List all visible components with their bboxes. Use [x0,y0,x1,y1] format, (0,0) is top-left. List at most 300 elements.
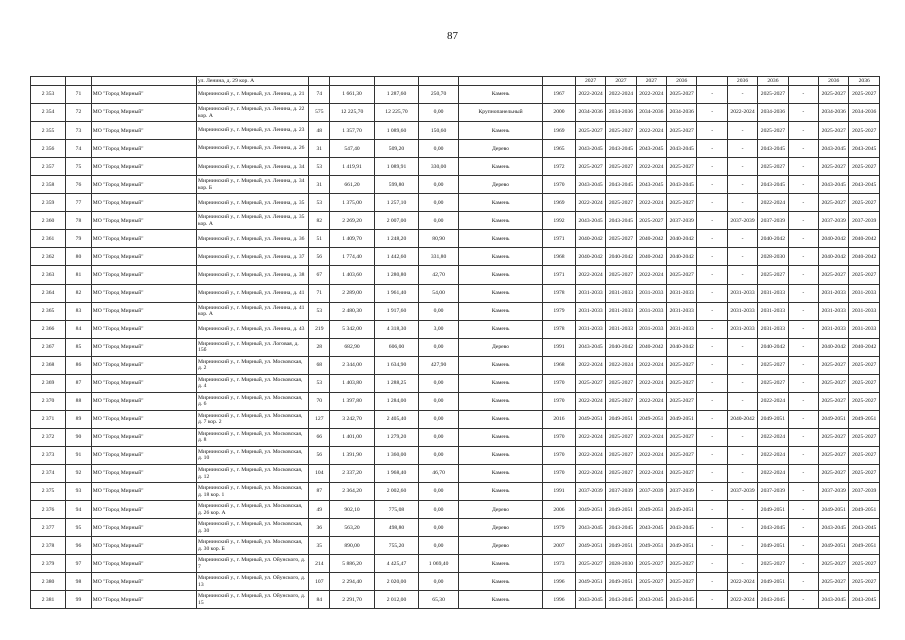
local-number-cell: 90 [66,428,92,446]
repair-period-cell: - [788,140,818,158]
repair-period-cell: - [788,519,818,537]
address-cell: Мирнинский у., г. Мирный, ул. Ленина, д. 23 [197,122,309,140]
address-cell: Мирнинский у., г. Мирный, ул. Московская, д. 7 кор. 2 [197,410,309,428]
address-cell: Мирнинский у., г. Мирный, ул. Московская, д. 30 кор. Б [197,537,309,555]
repair-period-cell: 2025-2027 [758,158,788,176]
repair-period-cell: - [727,446,757,464]
repair-period-cell: - [697,194,727,212]
repair-period-cell: 2025-2027 [819,555,849,573]
repair-period-cell: 2049-2051 [758,573,788,591]
repair-period-cell: 2040-2042 [636,248,666,266]
area-cell: 1 774,40 [330,248,374,266]
repair-period-cell: 2031-2033 [636,284,666,302]
repair-period-cell: 2022-2024 [636,266,666,284]
area-cell: 1 403,60 [330,266,374,284]
repair-period-cell: 2022-2024 [636,356,666,374]
address-cell: Мирнинский у., г. Мирный, ул. Московская, д. 30 [197,519,309,537]
repair-period-cell: 2025-2027 [667,555,697,573]
area-cell: 5 342,00 [330,320,374,338]
living-area-cell: 498,80 [374,519,418,537]
repair-period-cell: - [697,266,727,284]
living-area-cell: 1 288,25 [374,374,418,392]
repair-period-cell: 2031-2033 [636,302,666,320]
material-cell: Дерево [458,519,542,537]
address-cell: Мирнинский у., г. Мирный, ул. Ленина, д. 22 кор. А [197,104,309,122]
repair-period-cell: 2031-2033 [727,320,757,338]
row-number-cell: 2 355 [31,122,66,140]
repair-period-cell: - [697,158,727,176]
repair-period-cell: 2043-2045 [667,591,697,609]
address-cell: Мирнинский у., г. Мирный, ул. Ленина, д. 41 кор. А [197,302,309,320]
repair-period-cell: 2034-2036 [819,104,849,122]
repair-period-cell: 2037-2039 [758,212,788,230]
municipality-cell: МО "Город Мирный" [91,519,196,537]
municipality-cell: МО "Город Мирный" [91,483,196,501]
repair-period-cell: 2025-2027 [758,374,788,392]
row-number-cell: 2 381 [31,591,66,609]
repair-period-cell: - [697,591,727,609]
repair-period-cell: 2028-2030 [606,555,636,573]
repair-period-cell: 2025-2027 [667,158,697,176]
area-cell: 2 294,40 [330,573,374,591]
repair-period-cell: 2025-2027 [819,356,849,374]
repair-period-cell: 2031-2033 [758,320,788,338]
repair-period-cell: 2049-2051 [575,573,605,591]
repair-period-cell: - [788,86,818,104]
repair-period-cell: 2025-2027 [819,446,849,464]
local-number-cell: 97 [66,555,92,573]
repair-period-cell: 2025-2027 [819,122,849,140]
repair-period-cell: 2025-2027 [606,374,636,392]
nonliving-area-cell: 0,00 [419,392,459,410]
living-area-cell: 4 425,47 [374,555,418,573]
address-cell: Мирнинский у., г. Мирный, ул. Московская, д. 2 [197,356,309,374]
material-cell: Камень [458,555,542,573]
area-cell: 1 661,30 [330,86,374,104]
flats-cell: 31 [309,176,330,194]
table-row [31,122,880,140]
row-number-cell: 2 369 [31,374,66,392]
nonliving-area-cell: 0,00 [419,519,459,537]
nonliving-area-cell: 0,00 [419,501,459,519]
local-number-cell: 86 [66,356,92,374]
row-number-cell: 2 357 [31,158,66,176]
repair-period-cell: 2043-2045 [636,519,666,537]
repair-period-cell: 2034-2036 [849,104,880,122]
repair-period-cell: 2031-2033 [849,320,880,338]
repair-period-cell: 2049-2051 [575,501,605,519]
living-area-cell: 1 280,80 [374,266,418,284]
repair-period-cell: 2025-2027 [667,573,697,591]
repair-period-cell: 2031-2033 [606,284,636,302]
municipality-cell: МО "Город Мирный" [91,446,196,464]
row-number-cell: 2 372 [31,428,66,446]
living-area-cell: 4 318,30 [374,320,418,338]
nonliving-area-cell: 0,00 [419,302,459,320]
address-cell: Мирнинский у., г. Мирный, ул. Ленина, д. 37 [197,248,309,266]
address-cell: Мирнинский у., г. Мирный, ул. Ленина, д. 21 [197,86,309,104]
repair-period-cell: - [697,320,727,338]
address-cell: Мирнинский у., г. Мирный, ул. Ойунского, д. 7 [197,555,309,573]
repair-period-cell: 2031-2033 [667,302,697,320]
nonliving-area-cell: 54,00 [419,284,459,302]
repair-period-cell: - [788,176,818,194]
material-cell: Крупнопанельный [458,104,542,122]
nonliving-area-cell: 0,00 [419,410,459,428]
repair-period-cell: 2025-2027 [758,555,788,573]
repair-period-cell: 2022-2024 [575,446,605,464]
living-area-cell: 1 248,20 [374,230,418,248]
repair-period-cell: 2025-2027 [667,446,697,464]
repair-period-cell: 2031-2033 [727,284,757,302]
municipality-cell: МО "Город Мирный" [91,248,196,266]
living-area-cell: 755,20 [374,537,418,555]
row-number-cell: 2 379 [31,555,66,573]
repair-period-cell: 2031-2033 [667,320,697,338]
repair-period-cell: 2025-2027 [758,122,788,140]
housing-table [30,76,880,609]
address-cell: Мирнинский у., г. Мирный, ул. Ленина, д. 43 [197,320,309,338]
local-number-cell: 73 [66,122,92,140]
material-cell: Камень [458,320,542,338]
repair-period-cell: - [697,338,727,356]
table-row [31,537,880,555]
address-cell: Мирнинский у., г. Мирный, ул. Московская, д. 8 [197,428,309,446]
repair-period-cell: 2043-2045 [819,140,849,158]
flats-cell: 107 [309,573,330,591]
flats-cell: 74 [309,86,330,104]
repair-period-cell: - [788,230,818,248]
repair-period-cell: 2031-2033 [758,302,788,320]
nonliving-area-cell: 150,60 [419,122,459,140]
repair-period-cell: 2043-2045 [606,140,636,158]
year-cell: 2000 [543,104,576,122]
table-row [31,573,880,591]
area-cell: 1 357,70 [330,122,374,140]
year-cell: 1970 [543,374,576,392]
repair-period-cell: 2043-2045 [606,176,636,194]
repair-period-cell: 2025-2027 [667,122,697,140]
address-cell: Мирнинский у., г. Мирный, ул. Московская, д. 26 кор. А [197,501,309,519]
flats-cell: 214 [309,555,330,573]
repair-period-cell: 2031-2033 [575,320,605,338]
municipality-cell: МО "Город Мирный" [91,212,196,230]
flats-cell: 575 [309,104,330,122]
year-cell: 1978 [543,284,576,302]
repair-period-cell: - [727,194,757,212]
address-cell: Мирнинский у., г. Мирный, ул. Ленина, д. 34 [197,158,309,176]
repair-period-cell: 2049-2051 [636,537,666,555]
repair-period-cell: - [697,428,727,446]
repair-period-cell: 2025-2027 [849,356,880,374]
area-cell: 1 403,80 [330,374,374,392]
repair-period-cell: 2037-2039 [819,212,849,230]
living-area-cell: 1 961,40 [374,284,418,302]
repair-period-cell: 2043-2045 [575,212,605,230]
year-cell: 1970 [543,392,576,410]
repair-period-cell: 2049-2051 [849,501,880,519]
living-area-cell: 1 442,60 [374,248,418,266]
repair-period-cell: 2031-2033 [727,302,757,320]
repair-period-cell: 2037-2039 [727,212,757,230]
municipality-cell: МО "Город Мирный" [91,122,196,140]
repair-period-cell: 2025-2027 [606,464,636,482]
row-number-cell: 2 358 [31,176,66,194]
table-row [31,104,880,122]
repair-period-cell: - [727,248,757,266]
repair-period-cell: - [788,320,818,338]
nonliving-area-cell: 0,00 [419,537,459,555]
repair-period-cell: - [697,230,727,248]
material-cell: Дерево [458,176,542,194]
nonliving-area-cell: 1 069,40 [419,555,459,573]
repair-period-cell: 2034-2036 [606,104,636,122]
area-cell: 902,10 [330,501,374,519]
material-cell: Камень [458,410,542,428]
repair-period-cell: 2022-2024 [727,591,757,609]
repair-period-cell: - [697,356,727,374]
address-cell: Мирнинский у., г. Мирный, ул. Ойунского, д. 15 [197,591,309,609]
nonliving-area-cell: 0,00 [419,104,459,122]
municipality-cell: МО "Город Мирный" [91,158,196,176]
repair-period-cell: 2049-2051 [667,501,697,519]
year-cell: 1965 [543,140,576,158]
repair-period-cell: 2022-2024 [636,446,666,464]
year-cell: 2007 [543,537,576,555]
nonliving-area-cell: 0,00 [419,483,459,501]
material-cell: Дерево [458,140,542,158]
material-cell: Дерево [458,338,542,356]
repair-period-cell: 2049-2051 [758,501,788,519]
table-row [31,338,880,356]
repair-period-cell: - [727,374,757,392]
repair-period-cell: 2040-2042 [758,230,788,248]
area-cell: 682,90 [330,338,374,356]
living-area-cell: 1 287,60 [374,86,418,104]
repair-period-cell: 2043-2045 [575,140,605,158]
address-cell: Мирнинский у., г. Мирный, ул. Ленина, д. 35 [197,194,309,212]
nonliving-area-cell: 250,70 [419,86,459,104]
repair-period-cell: 2022-2024 [636,86,666,104]
municipality-cell: МО "Город Мирный" [91,428,196,446]
repair-period-cell: 2043-2045 [667,176,697,194]
table-row [31,356,880,374]
row-number-cell: 2 356 [31,140,66,158]
living-area-cell: 1 257,10 [374,194,418,212]
repair-period-cell: - [788,266,818,284]
repair-period-cell: 2037-2039 [667,483,697,501]
year-cell: 1969 [543,122,576,140]
local-number-cell: 82 [66,284,92,302]
repair-period-cell: 2025-2027 [575,374,605,392]
repair-period-cell: 2025-2027 [606,122,636,140]
living-area-cell: 775,08 [374,501,418,519]
repair-period-cell: - [727,122,757,140]
repair-period-cell: 2040-2042 [667,230,697,248]
local-number-cell: 72 [66,104,92,122]
material-cell: Дерево [458,501,542,519]
flats-cell: 53 [309,302,330,320]
row-number-cell: 2 374 [31,464,66,482]
repair-period-cell: 2022-2024 [606,86,636,104]
repair-period-cell: 2025-2027 [606,392,636,410]
local-number-cell: 81 [66,266,92,284]
year-cell: 1970 [543,176,576,194]
repair-period-cell: 2025-2027 [606,230,636,248]
table-row [31,212,880,230]
material-cell: Камень [458,356,542,374]
year-cell: 1991 [543,338,576,356]
area-cell: 661,20 [330,176,374,194]
area-cell: 547,40 [330,140,374,158]
repair-period-cell: 2031-2033 [758,284,788,302]
flats-cell: 68 [309,356,330,374]
repair-period-cell: 2022-2024 [636,464,666,482]
material-cell: Камень [458,248,542,266]
repair-period-cell: 2043-2045 [606,519,636,537]
repair-period-cell: 2025-2027 [667,392,697,410]
repair-period-cell: 2049-2051 [819,410,849,428]
flats-cell: 104 [309,464,330,482]
repair-period-cell: 2043-2045 [606,212,636,230]
table-row [31,428,880,446]
repair-period-cell: 2025-2027 [849,266,880,284]
repair-period-cell: - [788,248,818,266]
row-number-cell: 2 376 [31,501,66,519]
municipality-cell: МО "Город Мирный" [91,410,196,428]
repair-period-cell: - [697,374,727,392]
flats-cell: 67 [309,266,330,284]
nonliving-area-cell: 65,30 [419,591,459,609]
repair-period-cell: 2040-2042 [606,338,636,356]
repair-period-cell: 2031-2033 [636,320,666,338]
municipality-cell: МО "Город Мирный" [91,86,196,104]
repair-period-cell: - [697,104,727,122]
area-cell: 3 242,70 [330,410,374,428]
repair-period-cell: - [788,428,818,446]
repair-period-cell: 2037-2039 [758,483,788,501]
repair-period-cell: 2043-2045 [636,140,666,158]
flats-cell: 70 [309,392,330,410]
flats-cell: 49 [309,501,330,519]
local-number-cell: 76 [66,176,92,194]
living-area-cell: 1 968,40 [374,464,418,482]
repair-period-cell: 2043-2045 [575,176,605,194]
repair-period-cell: 2025-2027 [667,356,697,374]
flats-cell: 51 [309,230,330,248]
nonliving-area-cell: 3,00 [419,320,459,338]
repair-period-cell: 2031-2033 [819,284,849,302]
repair-period-cell: 2025-2027 [849,122,880,140]
repair-period-cell: 2022-2024 [636,158,666,176]
repair-period-cell: 2043-2045 [819,591,849,609]
repair-period-cell: - [788,194,818,212]
living-area-cell: 1 634,90 [374,356,418,374]
repair-period-cell: - [697,248,727,266]
repair-period-cell: 2043-2045 [575,338,605,356]
repair-period-cell: 2043-2045 [636,176,666,194]
repair-period-cell: - [727,555,757,573]
repair-period-cell: - [727,501,757,519]
local-number-cell: 79 [66,230,92,248]
repair-period-cell: 2025-2027 [606,194,636,212]
repair-period-cell: 2025-2027 [819,392,849,410]
material-cell: Камень [458,230,542,248]
repair-period-cell: - [727,428,757,446]
repair-period-cell: 2025-2027 [667,464,697,482]
repair-period-cell: 2025-2027 [849,374,880,392]
repair-period-cell: 2022-2024 [575,86,605,104]
living-area-cell: 509,20 [374,140,418,158]
repair-period-cell: - [727,158,757,176]
repair-period-cell: - [788,212,818,230]
material-cell: Камень [458,158,542,176]
repair-period-cell: 2043-2045 [575,591,605,609]
year-cell: 1969 [543,194,576,212]
table-row [31,320,880,338]
local-number-cell: 71 [66,86,92,104]
repair-period-cell: - [788,356,818,374]
repair-period-cell: - [788,374,818,392]
table-row [31,158,880,176]
address-cell: Мирнинский у., г. Мирный, ул. Ленина, д. 26 [197,140,309,158]
flats-cell: 82 [309,212,330,230]
local-number-cell: 88 [66,392,92,410]
repair-period-cell: - [727,230,757,248]
repair-period-cell: - [697,537,727,555]
nonliving-area-cell: 0,00 [419,338,459,356]
table-row [31,230,880,248]
flats-cell: 56 [309,446,330,464]
repair-period-cell: 2043-2045 [575,519,605,537]
row-number-cell: 2 368 [31,356,66,374]
row-number-cell: 2 375 [31,483,66,501]
repair-period-cell: 2025-2027 [575,158,605,176]
municipality-cell: МО "Город Мирный" [91,320,196,338]
area-cell: 2 337,20 [330,464,374,482]
repair-period-cell: 2043-2045 [636,591,666,609]
repair-period-cell: - [727,338,757,356]
repair-period-cell: 2025-2027 [667,194,697,212]
repair-period-cell: 2025-2027 [819,374,849,392]
material-cell: Камень [458,464,542,482]
flats-cell: 36 [309,519,330,537]
repair-period-cell: - [788,410,818,428]
municipality-cell: МО "Город Мирный" [91,392,196,410]
repair-period-cell: 2025-2027 [819,428,849,446]
repair-period-cell: 2040-2042 [849,338,880,356]
local-number-cell: 93 [66,483,92,501]
area-cell: 2 364,20 [330,483,374,501]
flats-cell: 87 [309,483,330,501]
area-cell: 1 397,80 [330,392,374,410]
address-cell: Мирнинский у., г. Мирный, ул. Логовая, д. 15б [197,338,309,356]
repair-period-cell: 2022-2024 [636,122,666,140]
repair-period-cell: 2040-2042 [727,410,757,428]
municipality-cell: МО "Город Мирный" [91,230,196,248]
row-number-cell: 2 378 [31,537,66,555]
municipality-cell: МО "Город Мирный" [91,374,196,392]
row-number-cell: 2 359 [31,194,66,212]
repair-period-cell: 2031-2033 [667,284,697,302]
municipality-cell: МО "Город Мирный" [91,555,196,573]
repair-period-cell: - [788,464,818,482]
row-number-cell: 2 380 [31,573,66,591]
row-number-cell: 2 364 [31,284,66,302]
year-cell: 2006 [543,501,576,519]
repair-period-cell: 2025-2027 [575,555,605,573]
local-number-cell: 78 [66,212,92,230]
